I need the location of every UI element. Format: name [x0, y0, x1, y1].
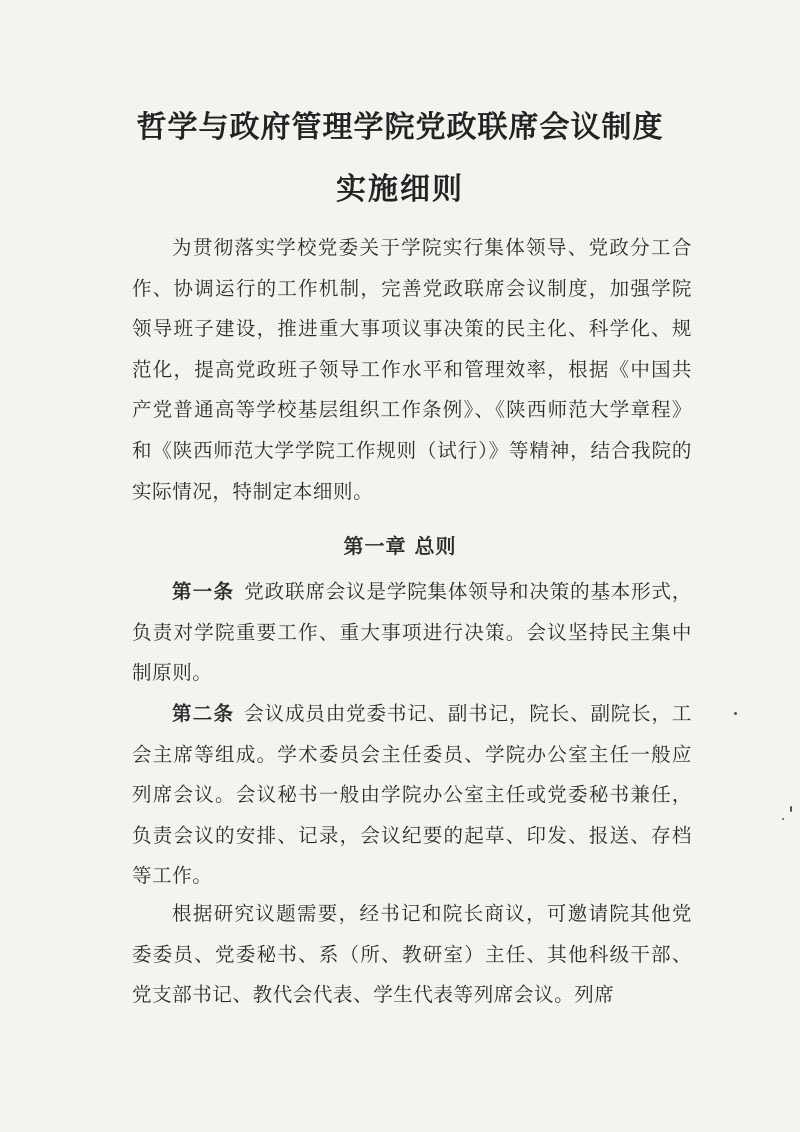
document-title-line1: 哲学与政府管理学院党政联席会议制度	[136, 110, 664, 145]
scan-speck	[734, 712, 737, 715]
document-title-line2: 实施细则	[336, 172, 464, 207]
continuation-paragraph: 根据研究议题需要，经书记和院长商议，可邀请院其他党委委员、党委秘书、系（所、教研室）主任、其他科级干部、党支部书记、教代会代表、学生代表等列席会议。列席	[132, 902, 692, 1007]
article-2-text: 会议成员由党委书记、副书记，院长、副院长，工会主席等组成。学术委员会主任委员、学院办公室主任一般应列席会议。会议秘书一般由学院办公室主任或党委秘书兼任，负责会议的安排、记录，会议纪要的起草、印发、报送、存档等工作。	[132, 702, 692, 888]
article-1	[132, 572, 692, 694]
article-1-heading: 第一条	[172, 580, 235, 603]
scan-speck	[790, 806, 792, 812]
article-2	[132, 694, 692, 897]
article-1-text: 党政联席会议是学院集体领导和决策的基本形式，负责对学院重要工作、重大事项进行决策。会议坚持民主集中制原则。	[132, 580, 692, 685]
scan-speck	[782, 818, 784, 820]
chapter-heading: 第一章 总则	[343, 534, 457, 558]
article-2-heading: 第二条	[172, 702, 235, 725]
intro-paragraph: 为贯彻落实学校党委关于学院实行集体领导、党政分工合作、协调运行的工作机制，完善党政联席会议制度，加强学院领导班子建设，推进重大事项议事决策的民主化、科学化、规范化，提高党政班子领导工作水平和管理效率，根据《中国共产党普通高等学校基层组织工作条例》、《陕西师范大学章程》和《陕西师范大学学院工作规则（试行）》等精神，结合我院的实际情况，特制定本细则。	[132, 236, 692, 503]
